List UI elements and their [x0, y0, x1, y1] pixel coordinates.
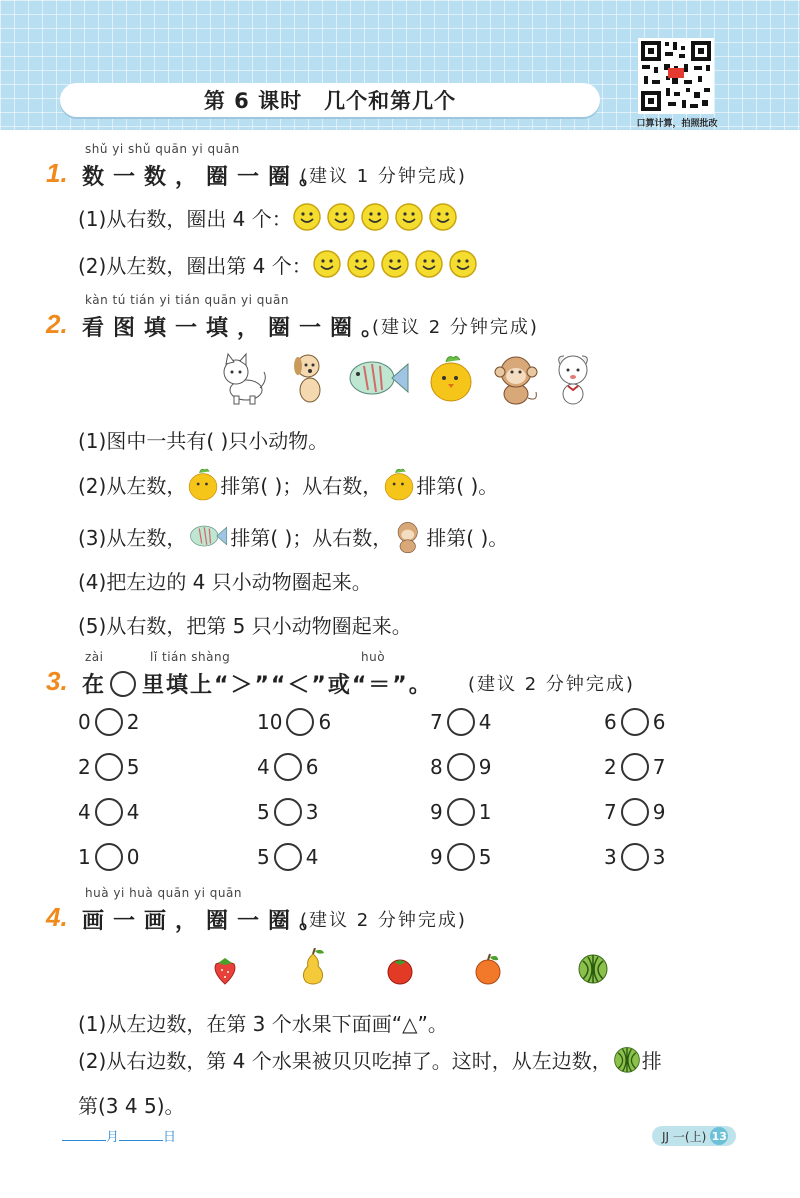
compare-left: 5 [257, 800, 270, 824]
compare-right: 1 [478, 800, 492, 824]
answer-circle[interactable] [274, 798, 302, 826]
compare-right: 3 [305, 800, 319, 824]
blank-circle-icon [110, 671, 136, 697]
compare-right: 5 [478, 845, 492, 869]
answer-circle[interactable] [95, 798, 123, 826]
page-number: 13 [710, 1127, 728, 1145]
answer-circle[interactable] [447, 798, 475, 826]
compare-item [257, 798, 318, 826]
q4-line-1: (1)从左边数，在第 3 个水果下面画“△”。 [78, 1012, 448, 1036]
q3-title-a: 在 [82, 673, 105, 698]
compare-left: 1 [78, 845, 91, 869]
tomato-icon[interactable] [384, 954, 416, 986]
compare-left: 9 [430, 845, 443, 869]
compare-left: 2 [78, 755, 91, 779]
answer-circle[interactable] [447, 753, 475, 781]
q4-line-2 [78, 1044, 662, 1074]
compare-left: 7 [604, 800, 617, 824]
q1-item-2-text: (2)从左数，圈出第 4 个： [78, 253, 312, 278]
q3-number: 3. [46, 666, 68, 696]
orange-icon[interactable] [472, 952, 504, 986]
chick-icon [382, 466, 416, 502]
compare-right: 7 [652, 755, 666, 779]
q1-pinyin: shǔ yi shǔ quān yi quān [85, 142, 240, 156]
monkey-icon[interactable] [492, 350, 544, 406]
lesson-number: 第 6 课时 [203, 89, 303, 113]
compare-left: 8 [430, 755, 443, 779]
compare-left: 4 [257, 755, 270, 779]
answer-circle[interactable] [621, 708, 649, 736]
compare-right: 9 [652, 800, 666, 824]
answer-circle[interactable] [621, 798, 649, 826]
compare-item [430, 708, 491, 736]
q4-title: 画一画，圈一圈。 [82, 909, 331, 934]
compare-item [257, 753, 318, 781]
compare-right: 0 [126, 845, 140, 869]
smiley-face-icon[interactable] [380, 249, 410, 279]
q3-title-b: 里填上“＞”“＜”或“＝”。 [142, 673, 433, 698]
smiley-face-icon[interactable] [414, 249, 444, 279]
compare-item [78, 843, 139, 871]
q2-line-2-b: 排第( )；从右数， [220, 473, 383, 498]
dog-icon[interactable] [288, 348, 332, 406]
compare-item [78, 708, 139, 736]
compare-item [257, 843, 318, 871]
answer-circle[interactable] [447, 843, 475, 871]
q2-hint: (建议 2 分钟完成) [372, 317, 539, 338]
q4-line-2-end: 排 [641, 1048, 662, 1073]
q2-line-2 [78, 466, 498, 502]
q1-item-2 [78, 249, 482, 279]
strawberry-icon[interactable] [210, 954, 240, 986]
compare-left: 6 [604, 710, 617, 734]
monkey-icon [392, 518, 426, 554]
answer-circle[interactable] [286, 708, 314, 736]
smiley-face-icon[interactable] [448, 249, 478, 279]
compare-right: 4 [478, 710, 492, 734]
compare-item [604, 843, 665, 871]
q2-line-2-a: (2)从左数， [78, 473, 187, 498]
compare-left: 7 [430, 710, 443, 734]
compare-item [604, 708, 665, 736]
compare-left: 0 [78, 710, 91, 734]
page-tag-text: JJ 一(上) [662, 1129, 707, 1144]
smiley-face-icon[interactable] [360, 202, 390, 232]
q2-line-4: (4)把左边的 4 只小动物圈起来。 [78, 570, 372, 594]
smiley-row-2 [312, 249, 482, 279]
q1-hint: (建议 1 分钟完成) [300, 166, 467, 187]
date-field[interactable] [62, 1126, 176, 1145]
cat-icon[interactable] [218, 350, 270, 406]
sheep-icon[interactable] [552, 350, 594, 406]
q4-hint: (建议 2 分钟完成) [300, 910, 467, 931]
q2-line-3-b: 排第( )；从右数， [230, 525, 393, 550]
smiley-face-icon[interactable] [312, 249, 342, 279]
smiley-face-icon[interactable] [292, 202, 322, 232]
q2-pinyin: kàn tú tián yi tián quān yi quān [85, 293, 289, 307]
watermelon-icon[interactable] [576, 951, 610, 985]
compare-right: 5 [126, 755, 140, 779]
compare-right: 3 [652, 845, 666, 869]
compare-left: 9 [430, 800, 443, 824]
compare-item [430, 843, 491, 871]
smiley-row-1 [292, 202, 462, 232]
answer-circle[interactable] [447, 708, 475, 736]
answer-circle[interactable] [95, 708, 123, 736]
fish-icon [186, 521, 230, 551]
pear-icon[interactable] [296, 948, 330, 986]
compare-item [78, 798, 139, 826]
answer-circle[interactable] [95, 753, 123, 781]
answer-circle[interactable] [621, 843, 649, 871]
compare-left: 2 [604, 755, 617, 779]
compare-item [430, 798, 491, 826]
q4-pinyin: huà yi huà quān yi quān [85, 886, 242, 900]
q2-line-3-c: 排第( )。 [426, 525, 509, 550]
compare-right: 9 [478, 755, 492, 779]
qr-caption: 口算计算，拍照批改 [636, 119, 718, 129]
smiley-face-icon[interactable] [394, 202, 424, 232]
answer-circle[interactable] [95, 843, 123, 871]
q2-line-2-c: 排第( )。 [416, 473, 499, 498]
q1-item-1-text: (1)从右数，圈出 4 个： [78, 206, 292, 231]
compare-right: 4 [126, 800, 140, 824]
q1-number: 1. [46, 158, 68, 188]
q3-pinyin-a: zài [85, 650, 104, 664]
q1-item-1 [78, 202, 462, 232]
compare-right: 4 [305, 845, 319, 869]
compare-left: 10 [257, 710, 283, 734]
compare-left: 3 [604, 845, 617, 869]
q2-line-5: (5)从右数，把第 5 只小动物圈起来。 [78, 614, 412, 638]
compare-item [604, 753, 665, 781]
qr-code-icon[interactable] [638, 38, 714, 114]
answer-circle[interactable] [621, 753, 649, 781]
compare-right: 6 [305, 755, 319, 779]
q4-number: 4. [46, 902, 68, 932]
month-label: 月 [106, 1130, 120, 1145]
q1-title: 数一数，圈一圈。 [82, 165, 331, 190]
q4-line-3: 第(3 4 5)。 [78, 1094, 185, 1118]
compare-left: 5 [257, 845, 270, 869]
q2-title: 看图填一填，圈一圈。 [82, 316, 393, 341]
q3-hint: (建议 2 分钟完成) [468, 674, 635, 695]
page-tag [652, 1126, 736, 1146]
q4-line-2-text: (2)从右边数，第 4 个水果被贝贝吃掉了。这时，从左边数， [78, 1048, 612, 1073]
q3-title [82, 668, 433, 699]
compare-right: 2 [126, 710, 140, 734]
q2-line-3 [78, 518, 508, 554]
compare-right: 6 [318, 710, 332, 734]
answer-circle[interactable] [274, 753, 302, 781]
lesson-title: 几个和第几个 [324, 89, 457, 113]
compare-item [430, 753, 491, 781]
compare-item [257, 708, 331, 736]
smiley-face-icon[interactable] [428, 202, 458, 232]
compare-item [604, 798, 665, 826]
lesson-title-bar [60, 83, 600, 117]
q2-line-3-a: (3)从左数， [78, 525, 187, 550]
q3-pinyin-c: huò [361, 650, 386, 664]
day-label: 日 [163, 1130, 177, 1145]
q2-line-1: (1)图中一共有( )只小动物。 [78, 429, 329, 453]
smiley-face-icon[interactable] [326, 202, 356, 232]
smiley-face-icon[interactable] [346, 249, 376, 279]
q3-pinyin-b: lǐ tián shàng [150, 650, 231, 664]
compare-left: 4 [78, 800, 91, 824]
chick-icon[interactable] [428, 352, 474, 404]
answer-circle[interactable] [274, 843, 302, 871]
compare-right: 6 [652, 710, 666, 734]
chick-icon [186, 466, 220, 502]
watermelon-icon [612, 1044, 642, 1074]
fish-icon[interactable] [346, 354, 410, 402]
compare-item [78, 753, 139, 781]
q2-number: 2. [46, 309, 68, 339]
